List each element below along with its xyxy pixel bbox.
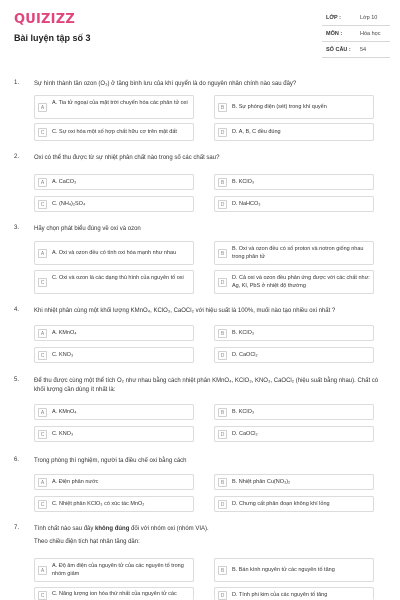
option-text: B. Bán kính nguyên tử các nguyên tố tăng <box>232 567 335 573</box>
option-text: D. CaOCl₂ <box>232 431 258 437</box>
option-d[interactable] <box>214 123 374 141</box>
option-d[interactable] <box>214 270 374 294</box>
option-letter: C <box>38 500 47 509</box>
option-letter: B <box>218 249 227 258</box>
option-letter: C <box>38 430 47 439</box>
option-a[interactable] <box>34 241 194 265</box>
option-text: A. CaCO₃ <box>52 179 77 185</box>
option-text: B. Oxi và ozon đều có số proton và notron giống nhau trong phân tử <box>232 246 364 260</box>
question-text <box>34 525 388 534</box>
question-number: 4. <box>14 307 20 313</box>
option-b[interactable] <box>214 404 374 420</box>
option-text: D. Cả oxi và ozon đều phản ứng được với các chất như: Ag, Kl, PbS ở nhiệt độ thường <box>232 275 370 289</box>
option-text: A. KMnO₄ <box>52 330 77 336</box>
meta-value: 54 <box>360 47 367 53</box>
option-letter: C <box>38 200 47 209</box>
option-text: D. Chưng cất phân đoạn không khí lỏng <box>232 501 330 507</box>
option-letter: B <box>218 329 227 338</box>
question-number: 3. <box>14 225 20 231</box>
question-text: Khi nhiệt phân cùng một khối lượng KMnO₄, KClO₃, CaOCl₂ với hiệu suất là 100%, muối nào tạo nhiều oxi nhất ? <box>34 308 336 314</box>
question-6 <box>0 457 400 515</box>
option-letter: B <box>218 178 227 187</box>
question-4 <box>0 307 400 365</box>
option-text: B. Nhiệt phân Cu(NO₃)₂ <box>232 479 291 485</box>
option-d[interactable] <box>214 587 374 600</box>
meta-row-class <box>322 12 390 26</box>
option-a[interactable] <box>34 174 194 190</box>
question-number: 2. <box>14 154 20 160</box>
question-text-emphasis: không đúng <box>95 526 130 532</box>
option-a[interactable] <box>34 95 194 119</box>
option-letter: D <box>218 200 227 209</box>
option-letter: B <box>218 566 227 575</box>
option-letter: B <box>218 478 227 487</box>
question-7 <box>0 525 400 600</box>
option-c[interactable] <box>34 496 194 512</box>
option-text: C. Oxi và ozon là các dạng thù hình của nguyên tố oxi <box>52 275 184 281</box>
option-text: D. CaOCl₂ <box>232 352 258 358</box>
option-text: C. KNO₃ <box>52 352 74 358</box>
option-letter: A <box>38 249 47 258</box>
question-2 <box>0 154 400 214</box>
option-letter: D <box>218 591 227 600</box>
question-number: 6. <box>14 457 20 463</box>
meta-label: MÔN : <box>326 31 343 37</box>
option-text: A. Oxi và ozon đều có tính oxi hóa mạnh như nhau <box>52 250 177 256</box>
option-letter: B <box>218 408 227 417</box>
option-c[interactable] <box>34 270 194 294</box>
option-c[interactable] <box>34 347 194 363</box>
option-letter: A <box>38 478 47 487</box>
option-text: C. KNO₃ <box>52 431 74 437</box>
option-text: A. Độ âm điện của nguyên tử của các nguyên tố trong nhóm giảm <box>52 563 184 577</box>
option-b[interactable] <box>214 325 374 341</box>
question-text-prefix: Tính chất nào sau đây <box>34 526 96 532</box>
option-text: B. KClO₃ <box>232 330 255 336</box>
option-text: A. Điện phân nước <box>52 479 99 485</box>
option-letter: A <box>38 178 47 187</box>
option-d[interactable] <box>214 347 374 363</box>
option-text: C. Sự oxi hóa một số hợp chất hữu cơ trên mặt đất <box>52 129 177 135</box>
option-d[interactable] <box>214 496 374 512</box>
option-text: C. Năng lượng ion hóa thứ nhất của nguyên tử các <box>52 591 177 597</box>
option-letter: C <box>38 591 47 600</box>
option-letter: A <box>38 329 47 338</box>
option-c[interactable] <box>34 587 194 600</box>
question-text: Hãy chọn phát biểu đúng về oxi và ozon <box>34 226 141 232</box>
option-text: D. Tính phi kim của các nguyên tố tăng <box>232 592 328 598</box>
option-d[interactable] <box>214 426 374 442</box>
option-letter: D <box>218 500 227 509</box>
question-text: Sự hình thành tần ozon (O₃) ở tầng bình lưu của khí quyển là do nguyên nhân chính nào sau đây? <box>34 81 297 87</box>
quizizz-logo: QUIZIZZ <box>14 12 75 27</box>
option-text: B. Sự phóng điện (sét) trong khí quyển <box>232 104 327 110</box>
option-letter: A <box>38 566 47 575</box>
meta-value: Hóa học <box>360 31 381 37</box>
option-letter: C <box>38 351 47 360</box>
worksheet-header <box>0 0 400 66</box>
option-b[interactable] <box>214 474 374 490</box>
option-text: C. (NH₄)₂SO₄ <box>52 201 86 207</box>
option-c[interactable] <box>34 196 194 212</box>
option-c[interactable] <box>34 123 194 141</box>
option-letter: A <box>38 103 47 112</box>
option-letter: D <box>218 351 227 360</box>
option-b[interactable] <box>214 558 374 582</box>
question-number: 7. <box>14 525 20 531</box>
question-number: 1. <box>14 80 20 86</box>
question-number: 5. <box>14 377 20 383</box>
question-3 <box>0 225 400 297</box>
option-text: B. KClO₃ <box>232 179 255 185</box>
option-text: D. A, B, C đều đúng <box>232 129 281 135</box>
question-text-suffix: đối với nhóm oxi (nhóm VIA). <box>129 526 209 532</box>
option-text: D. NaHCO₃ <box>232 201 261 207</box>
question-text: Để thu được cùng một thể tích O₂ như nhau bằng cách nhiệt phân KMnO₄, KClO₃, KNO₃, CaOCl₂ (hiệu suất bằng nhau). Chất có khối lượng cần dùng ít nhất là: <box>34 378 379 393</box>
option-letter: C <box>38 128 47 137</box>
page-title: Bài luyện tập số 3 <box>14 33 91 43</box>
option-a[interactable] <box>34 558 194 582</box>
option-b[interactable] <box>214 174 374 190</box>
option-b[interactable] <box>214 95 374 119</box>
option-a[interactable] <box>34 325 194 341</box>
option-letter: D <box>218 278 227 287</box>
question-1 <box>0 80 400 142</box>
meta-label: SỐ CÂU : <box>326 47 351 53</box>
option-letter: C <box>38 278 47 287</box>
option-text: B. KClO₃ <box>232 409 255 415</box>
question-text: Trong phòng thí nghiệm, người ta điều chế oxi bằng cách <box>34 458 187 464</box>
meta-label: LỚP : <box>326 15 341 21</box>
option-letter: D <box>218 128 227 137</box>
option-a[interactable] <box>34 474 194 490</box>
option-text: A. KMnO₄ <box>52 409 77 415</box>
option-c[interactable] <box>34 426 194 442</box>
meta-row-count <box>322 44 390 58</box>
question-5 <box>0 377 400 445</box>
option-text: A. Tia tử ngoại của mặt trời chuyển hóa các phân tử oxi <box>52 100 188 106</box>
option-letter: D <box>218 430 227 439</box>
meta-row-subject <box>322 28 390 42</box>
question-text: Oxi có thể thu được từ sự nhiệt phân chất nào trong số các chất sau? <box>34 155 220 161</box>
option-text: C. Nhiệt phân KClO₃ có xúc tác MnO₂ <box>52 501 145 507</box>
option-a[interactable] <box>34 404 194 420</box>
option-letter: A <box>38 408 47 417</box>
option-d[interactable] <box>214 196 374 212</box>
option-letter: B <box>218 103 227 112</box>
meta-value: Lớp 10 <box>360 15 378 21</box>
question-subtext: Theo chiều điện tích hạt nhân tăng dần: <box>34 539 140 545</box>
option-b[interactable] <box>214 241 374 265</box>
